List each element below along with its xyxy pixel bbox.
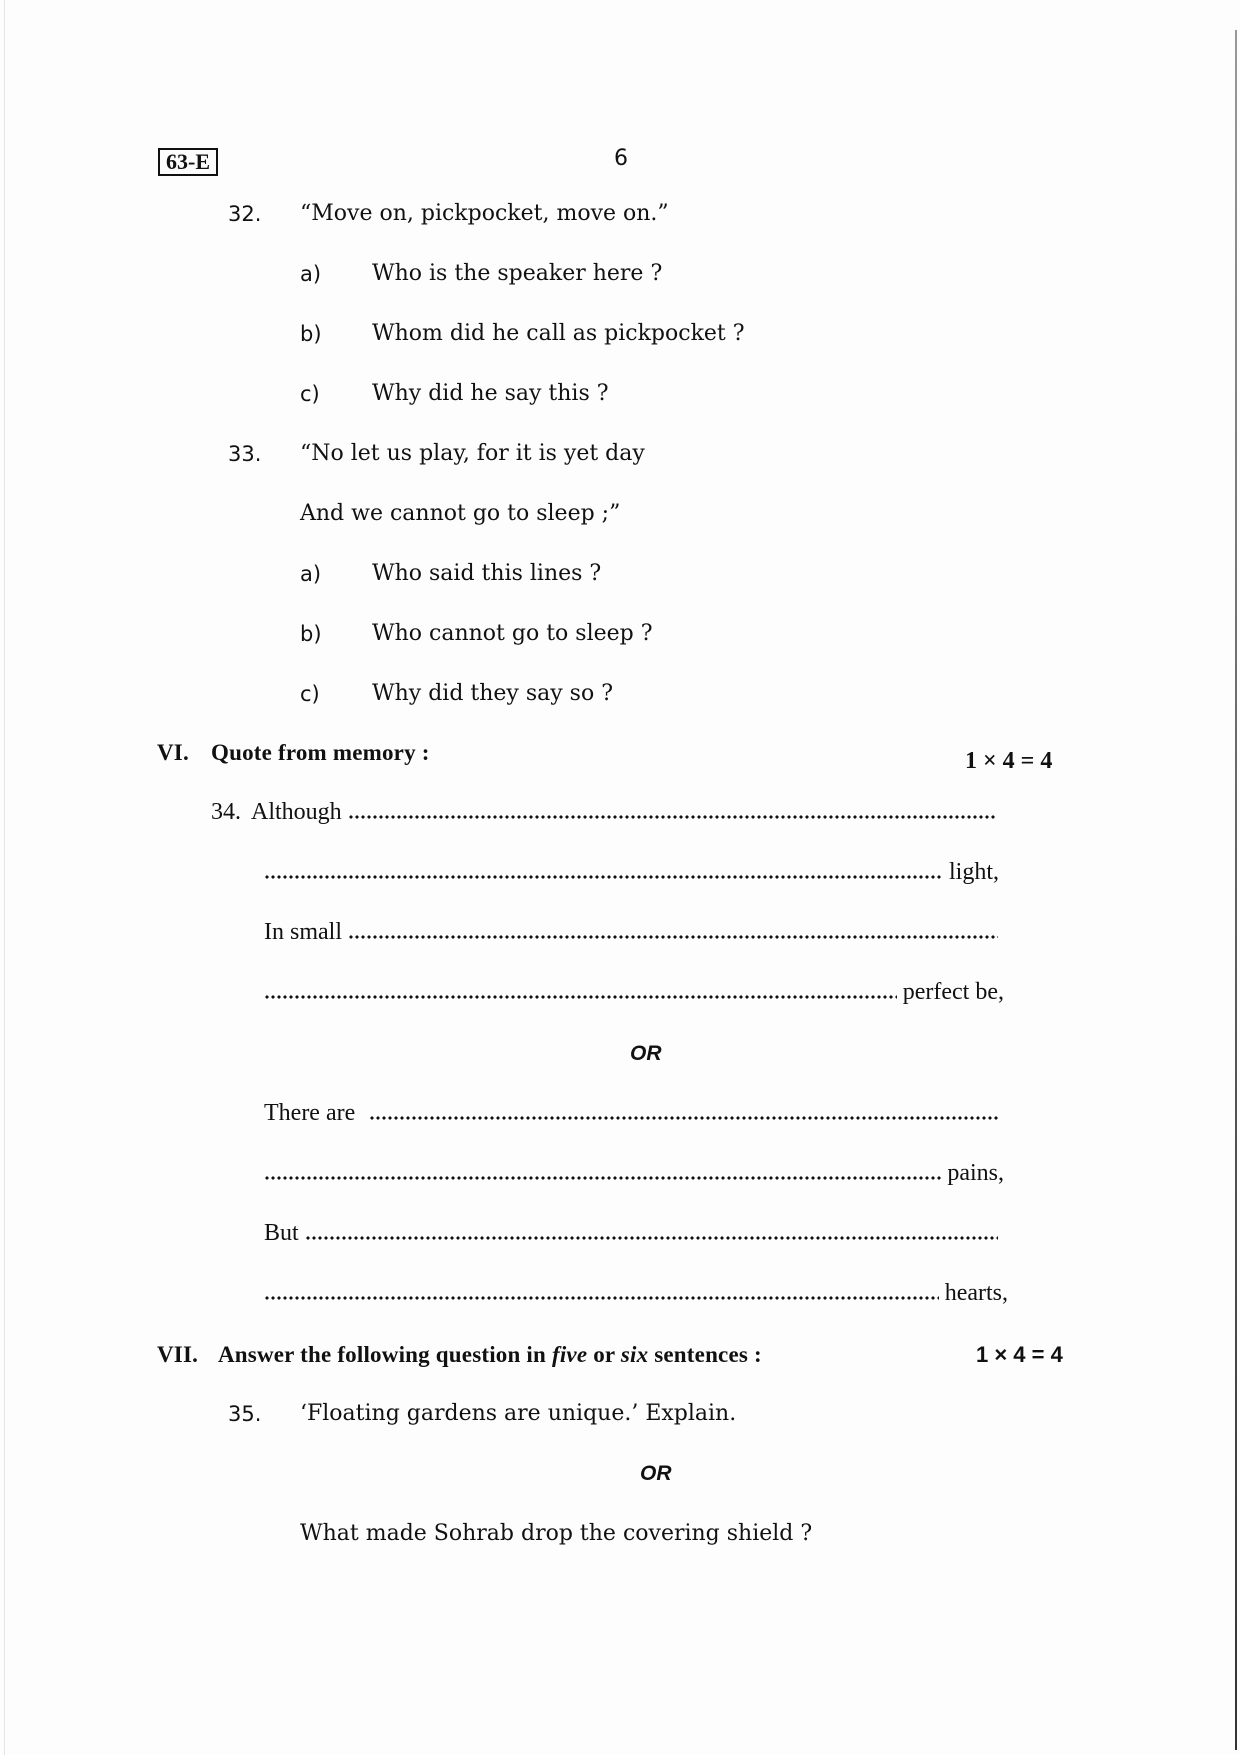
option-text: Who is the speaker here ? (372, 261, 663, 286)
blank-fill-line (348, 935, 998, 939)
title-emphasis: six (620, 1342, 649, 1367)
line-suffix: light, (948, 859, 999, 885)
option-text: Why did they say so ? (372, 681, 614, 706)
section-numeral: VI. (157, 740, 189, 765)
poem-a-line-2 (264, 859, 999, 886)
poem-b-line-4 (264, 1280, 1008, 1307)
section-title: Quote from memory : (211, 740, 430, 765)
section-title (218, 1342, 762, 1368)
line-suffix: hearts, (944, 1280, 1008, 1306)
line-suffix: pains, (947, 1160, 1004, 1186)
line-prefix: Although (251, 799, 342, 825)
poem-b-line-2 (264, 1160, 1004, 1187)
line-prefix: There are (264, 1100, 356, 1126)
blank-fill-line (264, 1296, 939, 1300)
question-quote: “Move on, pickpocket, move on.” (300, 201, 669, 226)
option-text: Whom did he call as pickpocket ? (372, 321, 745, 346)
option-label: b) (300, 322, 322, 346)
option-label: a) (300, 562, 322, 586)
title-emphasis: five (551, 1342, 588, 1367)
title-text: Answer the following question in (218, 1342, 552, 1367)
poem-a-line-1 (211, 799, 1001, 826)
option-label: c) (300, 682, 320, 706)
line-suffix: perfect be, (902, 979, 1004, 1005)
blank-fill-line (264, 1176, 941, 1180)
blank-fill-line (264, 995, 897, 999)
question-quote: And we cannot go to sleep ;” (300, 501, 621, 526)
or-separator: OR (630, 1042, 662, 1065)
question-number: 33. (228, 442, 262, 466)
line-prefix: In small (264, 919, 342, 945)
option-label: c) (300, 382, 320, 406)
question-number: 32. (228, 202, 262, 226)
poem-b-line-1 (264, 1100, 1004, 1127)
section-numeral: VII. (157, 1342, 199, 1367)
section-marks: 1 × 4 = 4 (976, 1342, 1063, 1367)
title-text: or (587, 1342, 621, 1367)
poem-b-line-3 (264, 1220, 1004, 1247)
option-label: a) (300, 262, 322, 286)
blank-fill-line (348, 815, 995, 819)
question-text: ‘Floating gardens are unique.’ Explain. (300, 1401, 737, 1426)
question-number: 35. (228, 1402, 262, 1426)
paper-code-badge: 63-E (158, 148, 218, 176)
poem-a-line-3 (264, 919, 1004, 946)
alt-question-text: What made Sohrab drop the covering shield ? (300, 1521, 813, 1546)
or-separator: OR (640, 1462, 672, 1485)
section-marks: 1 × 4 = 4 (965, 748, 1053, 774)
option-text: Who cannot go to sleep ? (372, 621, 653, 646)
scan-edge-left (4, 0, 5, 1755)
blank-fill-line (305, 1236, 998, 1240)
line-prefix: But (264, 1220, 299, 1246)
blank-fill-line (264, 875, 943, 879)
option-text: Why did he say this ? (372, 381, 609, 406)
question-quote: “No let us play, for it is yet day (300, 441, 645, 466)
option-label: b) (300, 622, 322, 646)
question-number: 34. (211, 799, 241, 825)
option-text: Who said this lines ? (372, 561, 602, 586)
blank-fill-line (369, 1116, 998, 1120)
poem-a-line-4 (264, 979, 1004, 1006)
scan-edge-right (1235, 30, 1237, 1750)
page-number: 6 (614, 146, 628, 171)
title-text: sentences : (648, 1342, 762, 1367)
